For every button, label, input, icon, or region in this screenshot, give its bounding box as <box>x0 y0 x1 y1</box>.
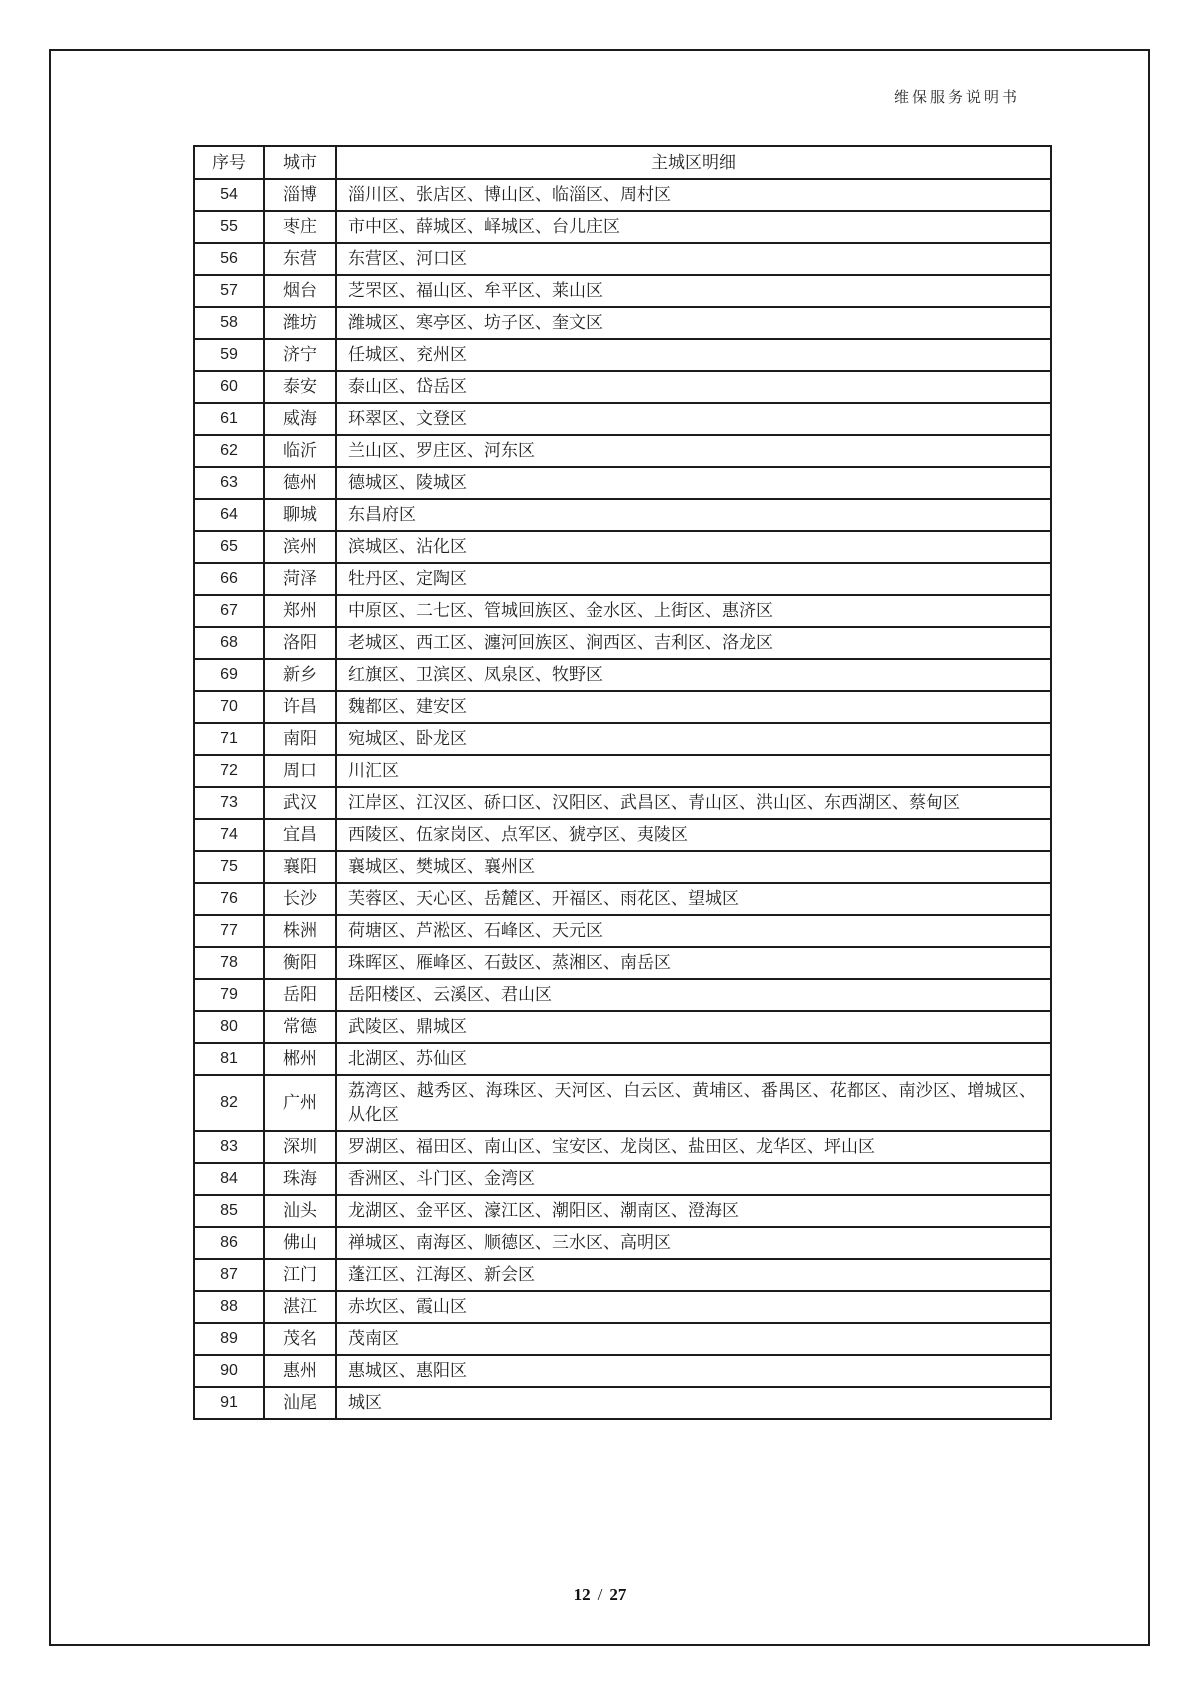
table-row <box>194 915 1051 947</box>
city-name-cell: 长沙 <box>264 883 336 915</box>
table-row <box>194 979 1051 1011</box>
districts-cell: 香洲区、斗门区、金湾区 <box>336 1163 1051 1195</box>
city-name-cell: 江门 <box>264 1259 336 1291</box>
districts-cell: 泰山区、岱岳区 <box>336 371 1051 403</box>
city-name-cell: 汕尾 <box>264 1387 336 1419</box>
row-number-cell: 66 <box>194 563 264 595</box>
city-name-cell: 深圳 <box>264 1131 336 1163</box>
city-name-cell: 郑州 <box>264 595 336 627</box>
city-name-cell: 滨州 <box>264 531 336 563</box>
city-name-cell: 威海 <box>264 403 336 435</box>
districts-cell: 北湖区、苏仙区 <box>336 1043 1051 1075</box>
row-number-cell: 75 <box>194 851 264 883</box>
districts-cell: 罗湖区、福田区、南山区、宝安区、龙岗区、盐田区、龙华区、坪山区 <box>336 1131 1051 1163</box>
table-row <box>194 1043 1051 1075</box>
row-number-cell: 70 <box>194 691 264 723</box>
city-name-cell: 武汉 <box>264 787 336 819</box>
row-number-cell: 83 <box>194 1131 264 1163</box>
row-number-cell: 58 <box>194 307 264 339</box>
table-row <box>194 595 1051 627</box>
row-number-cell: 57 <box>194 275 264 307</box>
table-row <box>194 307 1051 339</box>
table-row <box>194 1291 1051 1323</box>
city-name-cell: 许昌 <box>264 691 336 723</box>
table-row <box>194 435 1051 467</box>
row-number-cell: 54 <box>194 179 264 211</box>
row-number-cell: 87 <box>194 1259 264 1291</box>
table-row <box>194 403 1051 435</box>
document-header-title: 维保服务说明书 <box>893 90 1020 106</box>
districts-cell: 兰山区、罗庄区、河东区 <box>336 435 1051 467</box>
districts-cell: 荷塘区、芦淞区、石峰区、天元区 <box>336 915 1051 947</box>
city-name-cell: 淄博 <box>264 179 336 211</box>
districts-cell: 老城区、西工区、瀍河回族区、涧西区、吉利区、洛龙区 <box>336 627 1051 659</box>
row-number-cell: 79 <box>194 979 264 1011</box>
row-number-cell: 69 <box>194 659 264 691</box>
table-row <box>194 1387 1051 1419</box>
districts-cell: 环翠区、文登区 <box>336 403 1051 435</box>
districts-cell: 芙蓉区、天心区、岳麓区、开福区、雨花区、望城区 <box>336 883 1051 915</box>
city-name-cell: 衡阳 <box>264 947 336 979</box>
districts-cell: 任城区、兖州区 <box>336 339 1051 371</box>
row-number-cell: 60 <box>194 371 264 403</box>
districts-cell: 川汇区 <box>336 755 1051 787</box>
districts-cell: 岳阳楼区、云溪区、君山区 <box>336 979 1051 1011</box>
table-row <box>194 627 1051 659</box>
city-name-cell: 烟台 <box>264 275 336 307</box>
row-number-cell: 85 <box>194 1195 264 1227</box>
table-row <box>194 1195 1051 1227</box>
row-number-cell: 82 <box>194 1075 264 1131</box>
districts-cell: 武陵区、鼎城区 <box>336 1011 1051 1043</box>
city-name-cell: 聊城 <box>264 499 336 531</box>
row-number-cell: 56 <box>194 243 264 275</box>
footer-page-number: 12 <box>573 1585 591 1604</box>
row-number-cell: 67 <box>194 595 264 627</box>
city-name-cell: 广州 <box>264 1075 336 1131</box>
row-number-cell: 55 <box>194 211 264 243</box>
row-number-cell: 89 <box>194 1323 264 1355</box>
row-number-cell: 64 <box>194 499 264 531</box>
city-name-cell: 岳阳 <box>264 979 336 1011</box>
row-number-cell: 74 <box>194 819 264 851</box>
city-name-cell: 新乡 <box>264 659 336 691</box>
city-name-cell: 襄阳 <box>264 851 336 883</box>
table-row <box>194 467 1051 499</box>
city-name-cell: 南阳 <box>264 723 336 755</box>
city-name-cell: 泰安 <box>264 371 336 403</box>
table-row <box>194 1355 1051 1387</box>
city-name-cell: 汕头 <box>264 1195 336 1227</box>
column-header-no: 序号 <box>194 146 264 179</box>
row-number-cell: 59 <box>194 339 264 371</box>
row-number-cell: 78 <box>194 947 264 979</box>
row-number-cell: 71 <box>194 723 264 755</box>
table-header <box>194 146 1051 179</box>
row-number-cell: 88 <box>194 1291 264 1323</box>
districts-cell: 德城区、陵城区 <box>336 467 1051 499</box>
table-row <box>194 755 1051 787</box>
table-row <box>194 947 1051 979</box>
row-number-cell: 68 <box>194 627 264 659</box>
table-row <box>194 1259 1051 1291</box>
row-number-cell: 84 <box>194 1163 264 1195</box>
city-name-cell: 惠州 <box>264 1355 336 1387</box>
city-name-cell: 株洲 <box>264 915 336 947</box>
row-number-cell: 76 <box>194 883 264 915</box>
city-name-cell: 常德 <box>264 1011 336 1043</box>
districts-cell: 珠晖区、雁峰区、石鼓区、蒸湘区、南岳区 <box>336 947 1051 979</box>
districts-cell: 市中区、薛城区、峄城区、台儿庄区 <box>336 211 1051 243</box>
row-number-cell: 80 <box>194 1011 264 1043</box>
districts-cell: 中原区、二七区、管城回族区、金水区、上街区、惠济区 <box>336 595 1051 627</box>
city-name-cell: 洛阳 <box>264 627 336 659</box>
districts-cell: 西陵区、伍家岗区、点军区、猇亭区、夷陵区 <box>336 819 1051 851</box>
districts-cell: 荔湾区、越秀区、海珠区、天河区、白云区、黄埔区、番禺区、花都区、南沙区、增城区、从化区 <box>336 1075 1051 1131</box>
districts-cell: 襄城区、樊城区、襄州区 <box>336 851 1051 883</box>
table-row <box>194 1323 1051 1355</box>
table-row <box>194 1163 1051 1195</box>
page-footer <box>0 1585 1200 1605</box>
districts-cell: 滨城区、沾化区 <box>336 531 1051 563</box>
table-row <box>194 339 1051 371</box>
districts-cell: 芝罘区、福山区、牟平区、莱山区 <box>336 275 1051 307</box>
districts-cell: 蓬江区、江海区、新会区 <box>336 1259 1051 1291</box>
districts-cell: 龙湖区、金平区、濠江区、潮阳区、潮南区、澄海区 <box>336 1195 1051 1227</box>
footer-total-pages: 27 <box>609 1585 627 1604</box>
row-number-cell: 61 <box>194 403 264 435</box>
districts-cell: 赤坎区、霞山区 <box>336 1291 1051 1323</box>
city-name-cell: 郴州 <box>264 1043 336 1075</box>
table-row <box>194 819 1051 851</box>
districts-cell: 茂南区 <box>336 1323 1051 1355</box>
table-row <box>194 723 1051 755</box>
row-number-cell: 63 <box>194 467 264 499</box>
districts-cell: 淄川区、张店区、博山区、临淄区、周村区 <box>336 179 1051 211</box>
row-number-cell: 91 <box>194 1387 264 1419</box>
table-row <box>194 275 1051 307</box>
table-row <box>194 499 1051 531</box>
table-row <box>194 851 1051 883</box>
table-body <box>194 179 1051 1419</box>
districts-cell: 城区 <box>336 1387 1051 1419</box>
column-header-districts: 主城区明细 <box>336 146 1051 179</box>
row-number-cell: 72 <box>194 755 264 787</box>
districts-cell: 东营区、河口区 <box>336 243 1051 275</box>
table-row <box>194 1131 1051 1163</box>
table-row <box>194 563 1051 595</box>
city-name-cell: 珠海 <box>264 1163 336 1195</box>
row-number-cell: 77 <box>194 915 264 947</box>
city-districts-table <box>193 145 1052 1420</box>
table-row <box>194 371 1051 403</box>
table-row <box>194 1227 1051 1259</box>
districts-cell: 潍城区、寒亭区、坊子区、奎文区 <box>336 307 1051 339</box>
city-name-cell: 宜昌 <box>264 819 336 851</box>
city-name-cell: 菏泽 <box>264 563 336 595</box>
city-name-cell: 周口 <box>264 755 336 787</box>
row-number-cell: 73 <box>194 787 264 819</box>
table-row <box>194 883 1051 915</box>
districts-cell: 江岸区、江汉区、硚口区、汉阳区、武昌区、青山区、洪山区、东西湖区、蔡甸区 <box>336 787 1051 819</box>
table-row <box>194 1075 1051 1131</box>
city-name-cell: 德州 <box>264 467 336 499</box>
table-row <box>194 211 1051 243</box>
city-name-cell: 济宁 <box>264 339 336 371</box>
table-row <box>194 659 1051 691</box>
row-number-cell: 65 <box>194 531 264 563</box>
table-header-row <box>194 146 1051 179</box>
table-row <box>194 179 1051 211</box>
table-row <box>194 243 1051 275</box>
row-number-cell: 62 <box>194 435 264 467</box>
row-number-cell: 90 <box>194 1355 264 1387</box>
city-name-cell: 东营 <box>264 243 336 275</box>
table-row <box>194 1011 1051 1043</box>
column-header-city: 城市 <box>264 146 336 179</box>
districts-cell: 禅城区、南海区、顺德区、三水区、高明区 <box>336 1227 1051 1259</box>
table-row <box>194 531 1051 563</box>
footer-separator: / <box>597 1585 603 1604</box>
row-number-cell: 86 <box>194 1227 264 1259</box>
table-row <box>194 787 1051 819</box>
districts-cell: 魏都区、建安区 <box>336 691 1051 723</box>
districts-cell: 红旗区、卫滨区、凤泉区、牧野区 <box>336 659 1051 691</box>
districts-cell: 牡丹区、定陶区 <box>336 563 1051 595</box>
city-name-cell: 茂名 <box>264 1323 336 1355</box>
districts-cell: 惠城区、惠阳区 <box>336 1355 1051 1387</box>
city-name-cell: 潍坊 <box>264 307 336 339</box>
city-name-cell: 枣庄 <box>264 211 336 243</box>
districts-cell: 宛城区、卧龙区 <box>336 723 1051 755</box>
city-name-cell: 湛江 <box>264 1291 336 1323</box>
city-name-cell: 佛山 <box>264 1227 336 1259</box>
table-row <box>194 691 1051 723</box>
districts-cell: 东昌府区 <box>336 499 1051 531</box>
city-name-cell: 临沂 <box>264 435 336 467</box>
row-number-cell: 81 <box>194 1043 264 1075</box>
